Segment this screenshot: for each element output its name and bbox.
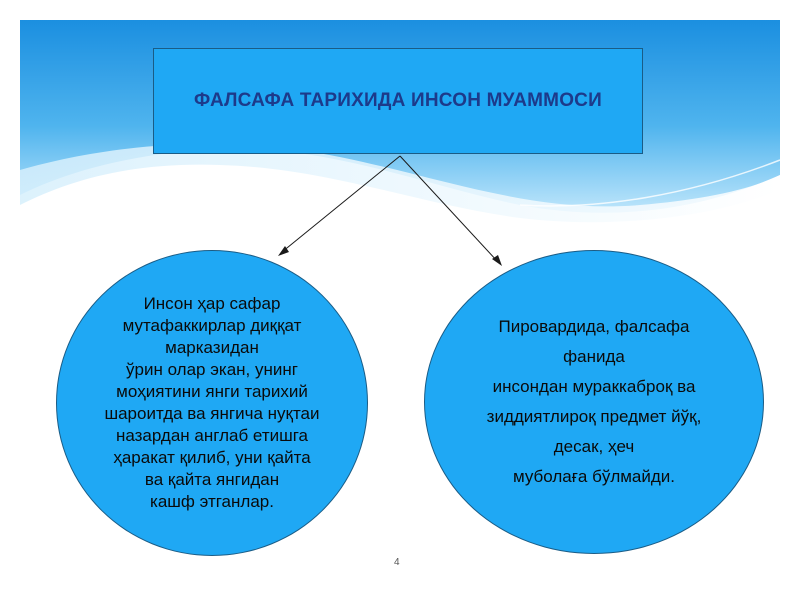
left-circle-line: шароитда ва янгича нуқтаи — [104, 404, 320, 423]
title-box — [153, 48, 643, 154]
diagram-title: ФАЛСАФА ТАРИХИДА ИНСОН МУАММОСИ — [194, 90, 602, 111]
left-circle-line: ҳаракат қилиб, уни қайта — [113, 448, 311, 467]
left-circle-line: кашф этганлар. — [150, 492, 274, 511]
page-number: 4 — [394, 557, 400, 568]
left-circle-line: марказидан — [165, 338, 259, 357]
left-circle-line: моҳиятини янги тарихий — [116, 382, 308, 401]
right-circle-line: муболаға бўлмайди. — [512, 467, 676, 486]
right-circle — [424, 250, 764, 554]
left-circle-line: ва қайта янгидан — [144, 470, 280, 489]
left-circle-line: назардан англаб етишга — [115, 426, 309, 445]
left-circle — [56, 250, 368, 556]
left-circle-line: мутафаккирлар диққат — [122, 316, 302, 335]
left-circle-line: ўрин олар экан, унинг — [126, 360, 298, 379]
right-circle-line: инсондан мураккаброқ ва — [492, 377, 696, 396]
left-circle-line: Инсон ҳар сафар — [143, 294, 281, 313]
right-circle-line: Пировардида, фалсафа — [498, 317, 690, 336]
right-circle-line: десак, ҳеч — [553, 437, 635, 456]
right-circle-line: фанида — [563, 347, 625, 366]
right-circle-line: зиддиятлироқ предмет йўқ, — [486, 407, 702, 426]
